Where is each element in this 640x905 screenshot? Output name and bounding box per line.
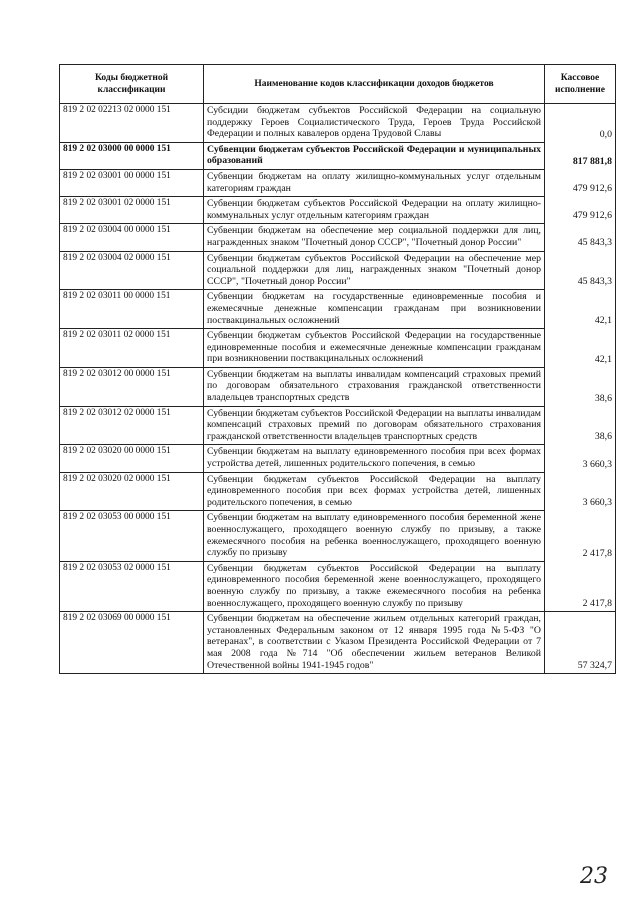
classification-code-cell: 819 2 02 03011 02 0000 151 (60, 329, 204, 368)
classification-code-cell: 819 2 02 03012 00 0000 151 (60, 367, 204, 406)
classification-name-cell: Субвенции бюджетам на государственные единовременные пособия и ежемесячные денежные компенсации гражданам при возникновении поствакцинальных осложнений (204, 290, 545, 329)
table-row (60, 367, 616, 406)
cash-execution-cell: 817 881,8 (545, 142, 616, 169)
classification-code-cell: 819 2 02 03004 00 0000 151 (60, 224, 204, 251)
classification-name-cell: Субвенции бюджетам субъектов Российской Федерации на оплату жилищно-коммунальных услуг отдельным категориям граждан (204, 197, 545, 224)
classification-code-cell: 819 2 02 03000 00 0000 151 (60, 142, 204, 169)
classification-name-cell: Субвенции бюджетам субъектов Российской Федерации на выплаты инвалидам компенсаций страховых премий по договорам обязательного страхования гражданской ответственности владельцев транспортных средств (204, 406, 545, 445)
cash-execution-cell: 0,0 (545, 104, 616, 143)
classification-name-cell: Субвенции бюджетам субъектов Российской Федерации на обеспечение мер социальной поддержки для лиц, награжденных знаком "Почетный донор СССР", "Почетный донор России" (204, 251, 545, 290)
header-code: Коды бюджетной классификации (60, 65, 204, 104)
table-row (60, 511, 616, 561)
classification-name-cell: Субвенции бюджетам на обеспечение мер социальной поддержки для лиц, награжденных знаком "Почетный донор СССР", "Почетный донор России" (204, 224, 545, 251)
table-header-row (60, 65, 616, 104)
classification-code-cell: 819 2 02 03053 00 0000 151 (60, 511, 204, 561)
classification-name-cell: Субвенции бюджетам субъектов Российской Федерации и муниципальных образований (204, 142, 545, 169)
table-row (60, 406, 616, 445)
classification-name-cell: Субвенции бюджетам на обеспечение жильем отдельных категорий граждан, установленных Федеральным законом от 12 января 1995 года №5-ФЗ "О ветеранах", в соответствии с Указом Президента Российской Федерации от 7 мая 2008 года №714 "Об обеспечении жильем ветеранов Великой Отечественной войны 1941-1945 годов" (204, 612, 545, 674)
cash-execution-cell: 2 417,8 (545, 511, 616, 561)
table-row (60, 169, 616, 196)
classification-code-cell: 819 2 02 03001 02 0000 151 (60, 197, 204, 224)
table-row (60, 329, 616, 368)
cash-execution-cell: 3 660,3 (545, 445, 616, 472)
classification-name-cell: Субвенции бюджетам субъектов Российской Федерации на выплату единовременного пособия при всех формах устройства детей, лишенных родительского попечения, в семью (204, 472, 545, 511)
table-row (60, 251, 616, 290)
table-row (60, 224, 616, 251)
table-row (60, 445, 616, 472)
classification-name-cell: Субсидии бюджетам субъектов Российской Федерации на социальную поддержку Героев Социалистического Труда, Героев Труда Российской Федерации и полных кавалеров ордена Трудовой Славы (204, 104, 545, 143)
classification-name-cell: Субвенции бюджетам на выплату единовременного пособия беременной жене военнослужащего, проходящего военную службу по призыву, а также ежемесячного пособия на ребенка военнослужащего, проходящего военную службу по призыву (204, 511, 545, 561)
cash-execution-cell: 38,6 (545, 406, 616, 445)
classification-code-cell: 819 2 02 03011 00 0000 151 (60, 290, 204, 329)
classification-code-cell: 819 2 02 03004 02 0000 151 (60, 251, 204, 290)
classification-code-cell: 819 2 02 03069 00 0000 151 (60, 612, 204, 674)
cash-execution-cell: 42,1 (545, 329, 616, 368)
cash-execution-cell: 2 417,8 (545, 561, 616, 611)
cash-execution-cell: 45 843,3 (545, 224, 616, 251)
table-row (60, 197, 616, 224)
classification-code-cell: 819 2 02 03012 02 0000 151 (60, 406, 204, 445)
cash-execution-cell: 45 843,3 (545, 251, 616, 290)
classification-code-cell: 819 2 02 02213 02 0000 151 (60, 104, 204, 143)
cash-execution-cell: 57 324,7 (545, 612, 616, 674)
classification-code-cell: 819 2 02 03020 00 0000 151 (60, 445, 204, 472)
table-row (60, 472, 616, 511)
classification-name-cell: Субвенции бюджетам субъектов Российской Федерации на выплату единовременного пособия беременной жене военнослужащего, проходящего военную службу по призыву, а также ежемесячного пособия на ребенка военнослужащего, проходящего военную службу по призыву (204, 561, 545, 611)
classification-name-cell: Субвенции бюджетам на выплату единовременного пособия при всех формах устройства детей, лишенных родительского попечения, в семью (204, 445, 545, 472)
table-row (60, 561, 616, 611)
classification-name-cell: Субвенции бюджетам субъектов Российской Федерации на государственные единовременные пособия и ежемесячные денежные компенсации гражданам при возникновении поствакцинальных осложнений (204, 329, 545, 368)
classification-code-cell: 819 2 02 03053 02 0000 151 (60, 561, 204, 611)
header-name: Наименование кодов классификации доходов бюджетов (204, 65, 545, 104)
table-row (60, 142, 616, 169)
cash-execution-cell: 479 912,6 (545, 197, 616, 224)
table-row (60, 104, 616, 143)
classification-name-cell: Субвенции бюджетам на оплату жилищно-коммунальных услуг отдельным категориям граждан (204, 169, 545, 196)
page-number: 23 (580, 864, 608, 889)
table-row (60, 612, 616, 674)
header-value: Кассовое исполнение (545, 65, 616, 104)
classification-code-cell: 819 2 02 03001 00 0000 151 (60, 169, 204, 196)
budget-revenue-table (59, 64, 616, 674)
classification-code-cell: 819 2 02 03020 02 0000 151 (60, 472, 204, 511)
cash-execution-cell: 479 912,6 (545, 169, 616, 196)
cash-execution-cell: 42,1 (545, 290, 616, 329)
table-row (60, 290, 616, 329)
cash-execution-cell: 38,6 (545, 367, 616, 406)
cash-execution-cell: 3 660,3 (545, 472, 616, 511)
classification-name-cell: Субвенции бюджетам на выплаты инвалидам компенсаций страховых премий по договорам обязательного страхования гражданской ответственности владельцев транспортных средств (204, 367, 545, 406)
